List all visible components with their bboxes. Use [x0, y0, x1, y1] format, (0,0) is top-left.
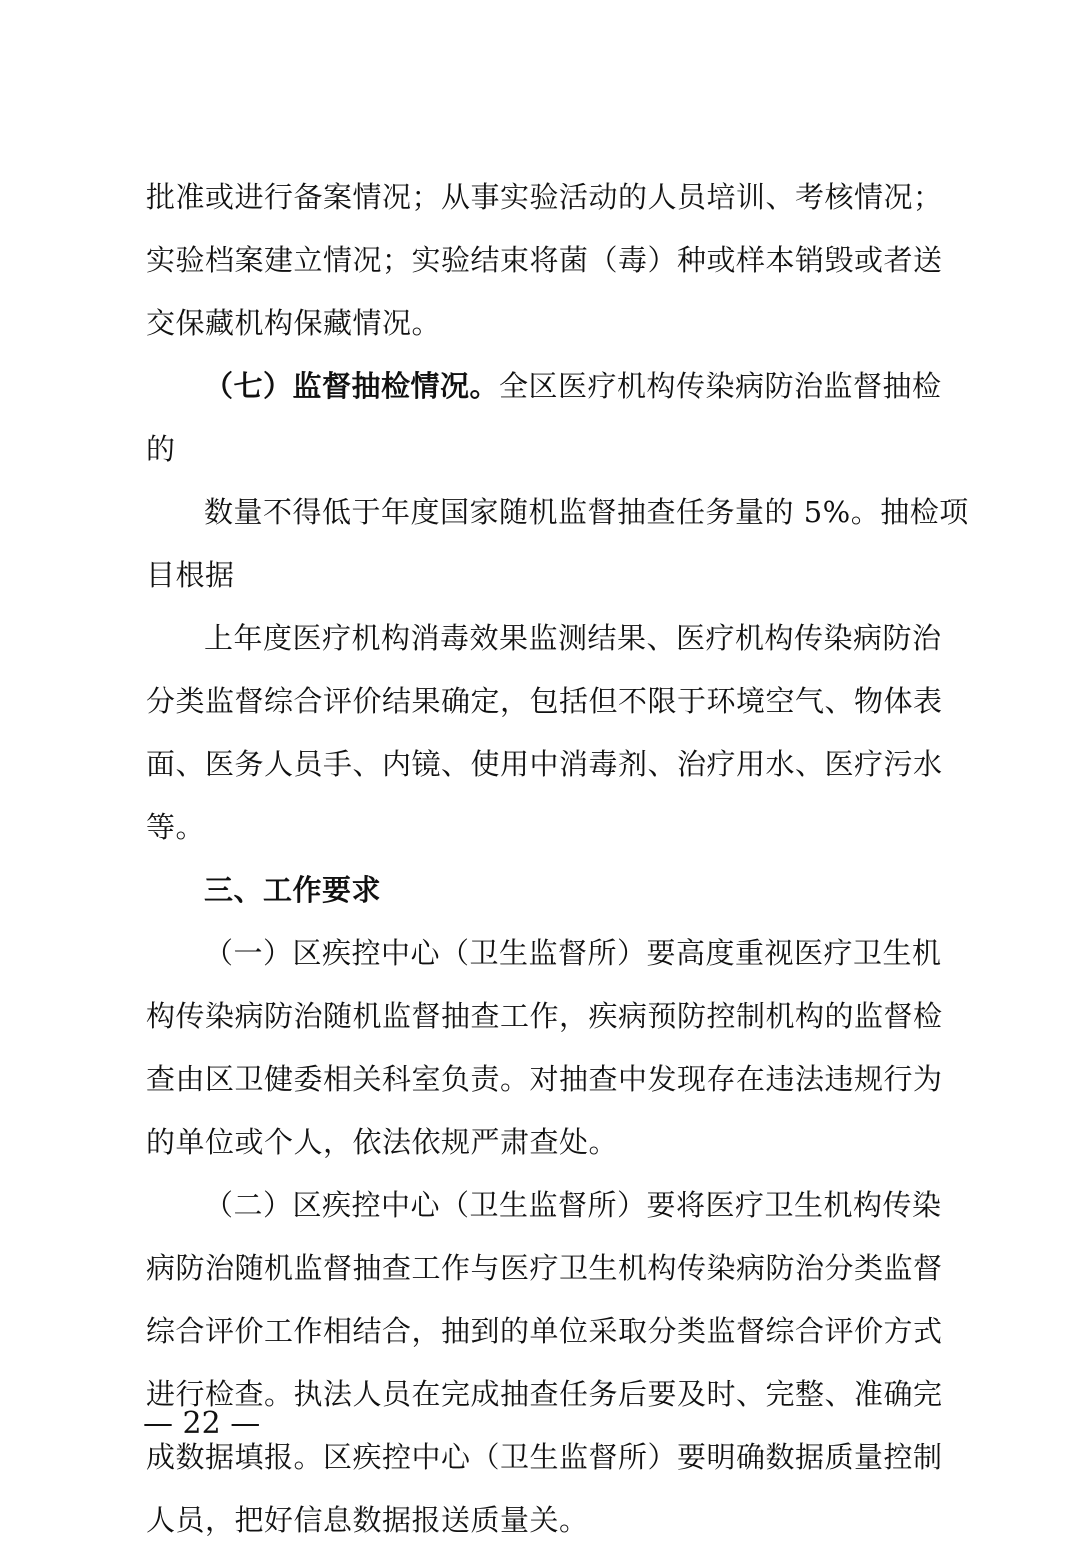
subheading-supervision-sampling: （七）监督抽检情况。 [204, 369, 500, 403]
text-line: 实验档案建立情况；实验结束将菌（毒）种或样本销毁或者送 [146, 243, 943, 277]
text-line: 面、医务人员手、内镜、使用中消毒剂、治疗用水、医疗污水 [146, 747, 943, 781]
text-line: 的单位或个人，依法依规严肃查处。 [146, 1125, 619, 1159]
supervision-sampling-paragraph [146, 355, 942, 481]
experiment-management-paragraph [146, 166, 943, 355]
sampling-quantity-paragraph [146, 481, 969, 607]
text-line: 成数据填报。区疾控中心（卫生监督所）要明确数据质量控制 [146, 1440, 943, 1474]
text-line: 进行检查。执法人员在完成抽查任务后要及时、完整、准确完 [146, 1377, 943, 1411]
section-heading-work-requirements: 三、工作要求 [204, 873, 382, 907]
requirement-two-paragraph [146, 1174, 943, 1552]
text-line: 综合评价工作相结合，抽到的单位采取分类监督综合评价方式 [146, 1314, 943, 1348]
text-line: 数量不得低于年度国家随机监督抽查任务量的 5%。抽检项 [204, 495, 969, 529]
text-line: （二）区疾控中心（卫生监督所）要将医疗卫生机构传染 [204, 1188, 942, 1222]
text-line: 分类监督综合评价结果确定，包括但不限于环境空气、物体表 [146, 684, 943, 718]
document-body [146, 166, 969, 1552]
sampling-items-paragraph [146, 607, 943, 859]
text-line: 病防治随机监督抽查工作与医疗卫生机构传染病防治分类监督 [146, 1251, 943, 1285]
requirement-one-paragraph [146, 922, 943, 1174]
text-run: 全区医疗机构传染病防治监督抽检 [499, 369, 942, 403]
text-line: 构传染病防治随机监督抽查工作，疾病预防控制机构的监督检 [146, 999, 943, 1033]
text-line: （一）区疾控中心（卫生监督所）要高度重视医疗卫生机 [204, 936, 942, 970]
text-line: 交保藏机构保藏情况。 [146, 306, 442, 340]
text-line: 批准或进行备案情况；从事实验活动的人员培训、考核情况； [146, 180, 943, 214]
text-line: 等。 [146, 810, 206, 844]
text-line: 人员，把好信息数据报送质量关。 [146, 1503, 589, 1537]
text-line: 目根据 [146, 558, 235, 592]
text-line [146, 355, 942, 418]
text-line: 查由区卫健委相关科室负责。对抽查中发现存在违法违规行为 [146, 1062, 943, 1096]
text-line: 的 [146, 432, 176, 466]
page-number: — 22 — [143, 1406, 261, 1441]
text-line: 上年度医疗机构消毒效果监测结果、医疗机构传染病防治 [204, 621, 942, 655]
